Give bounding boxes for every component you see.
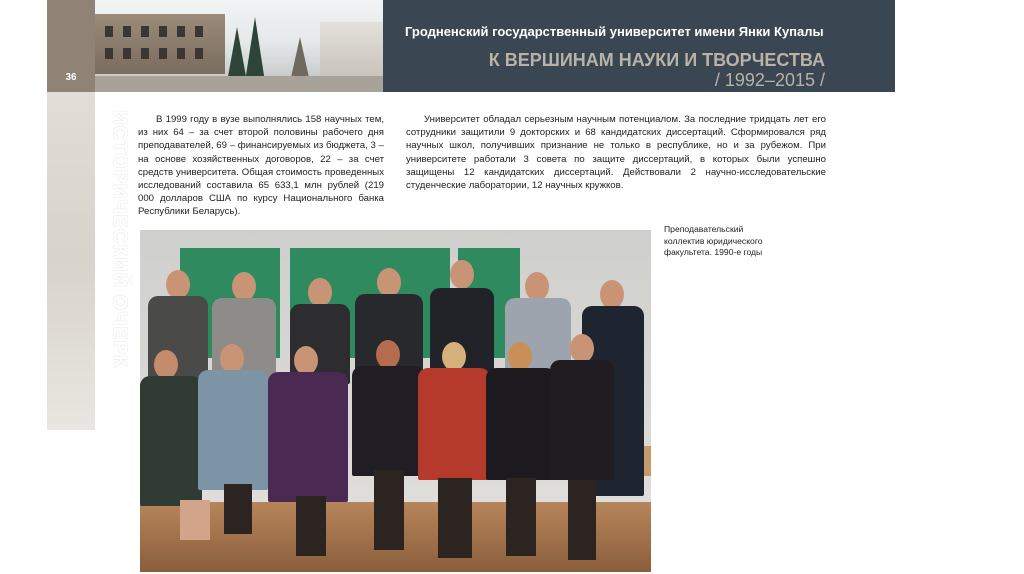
header-banner bbox=[383, 0, 895, 92]
group-photo bbox=[140, 230, 651, 572]
book-title: К ВЕРШИНАМ НАУКИ И ТВОРЧЕСТВА bbox=[488, 50, 825, 70]
page-number: 36 bbox=[65, 72, 77, 83]
campus-photo bbox=[95, 0, 383, 92]
section-title: ИСТОРИЧЕСКИЙ ОЧЕРК bbox=[108, 110, 131, 369]
photo-caption: Преподавательский коллектив юридического факультета. 1990-е годы bbox=[664, 224, 763, 257]
book-years: / 1992–2015 / bbox=[714, 70, 825, 90]
tree bbox=[245, 17, 265, 82]
side-band bbox=[47, 0, 131, 430]
paragraph-research-topics: В 1999 году в вузе выполнялись 158 научных тем, из них 64 – за счет второй половины рабочего дня преподавателей, 69 – финансируемых из бюджета, 3 – на основе хозяйственных договоров, 22 – за счет средств университета. Общая стоимость проведенных исследований составила 65 633,1 млн рублей (219 000 долларов США по курсу Национального банка Республики Беларусь). bbox=[138, 114, 384, 218]
campus-building-right bbox=[320, 22, 383, 77]
paragraph-scientific-potential: Университет обладал серьезным научным потенциалом. За последние тридцать лет его сотрудники защитили 9 докторских и 68 кандидатских диссертаций. Сформировался ряд научных школ, получивших признание не только в республике, но и за рубежом. При университете работали 3 совета по защите диссертаций, в которых были успешно защищены 12 кандидатских диссертаций. Действовали 2 научно-исследовательские студенческие лаборатории, 12 научных кружков. bbox=[406, 114, 826, 192]
campus-ground bbox=[95, 76, 383, 92]
university-name: Гродненский государственный университет имени Янки Купалы bbox=[405, 24, 824, 39]
campus-building bbox=[95, 14, 225, 74]
tree bbox=[227, 27, 247, 82]
page-number-box bbox=[47, 0, 95, 92]
